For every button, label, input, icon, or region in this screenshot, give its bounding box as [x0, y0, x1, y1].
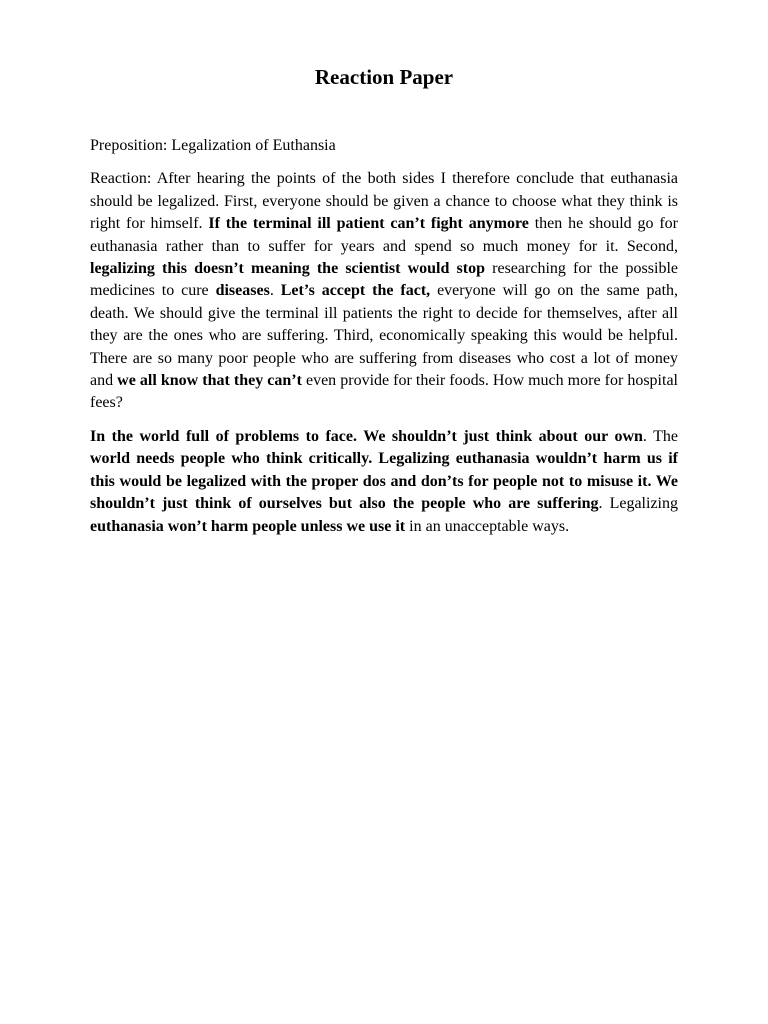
bold-text-run: we all know that they can’t [117, 372, 302, 390]
bold-text-run: euthanasia won’t harm people unless we use it [90, 517, 406, 535]
document-body [90, 135, 678, 538]
conclusion-paragraph [90, 426, 678, 538]
text-run: everyone will go on the same path, death. We should give the terminal ill patients the right to decide for themselves, after all they are the ones who are suffering. Third, economically speaking this would be helpful. There are so many poor people who are suffering from diseases who cost a lot of money and [90, 282, 679, 390]
text-run: . Legalizing [598, 495, 678, 513]
text-run: researching for the possible medicines to cure [90, 260, 678, 300]
text-run: Reaction: After hearing the points of the both sides I therefore conclude that euthanasia should be legalized. First, everyone should be given a chance to choose what they think is right for himself. [90, 170, 678, 233]
text-run: . [269, 282, 281, 300]
reaction-paragraph [90, 168, 678, 414]
bold-text-run: In the world full of problems to face. We shouldn’t just think about our own [90, 427, 643, 445]
bold-text-run: Let’s accept the fact, [280, 282, 431, 300]
page-title: Reaction Paper [314, 65, 454, 89]
text-run: even provide for their foods. How much more for hospital fees? [90, 372, 678, 412]
proposition-line: Preposition: Legalization of Euthansia [90, 137, 336, 154]
text-run: . The [642, 427, 678, 445]
bold-text-run: world needs people who think critically. Legalizing euthanasia wouldn’t harm us if this would be legalized with the proper dos and don’ts for people not to misuse it. We shouldn’t just think of ourselves but also the people who are suffering [90, 450, 678, 513]
bold-text-run: diseases [215, 282, 270, 300]
text-run: in an unacceptable ways. [405, 517, 570, 535]
bold-text-run: If the terminal ill patient can’t fight anymore [208, 215, 529, 233]
bold-text-run: legalizing this doesn’t meaning the scientist would stop [90, 260, 485, 278]
text-run: then he should go for euthanasia rather than to suffer for years and spend so much money for it. Second, [90, 215, 678, 255]
